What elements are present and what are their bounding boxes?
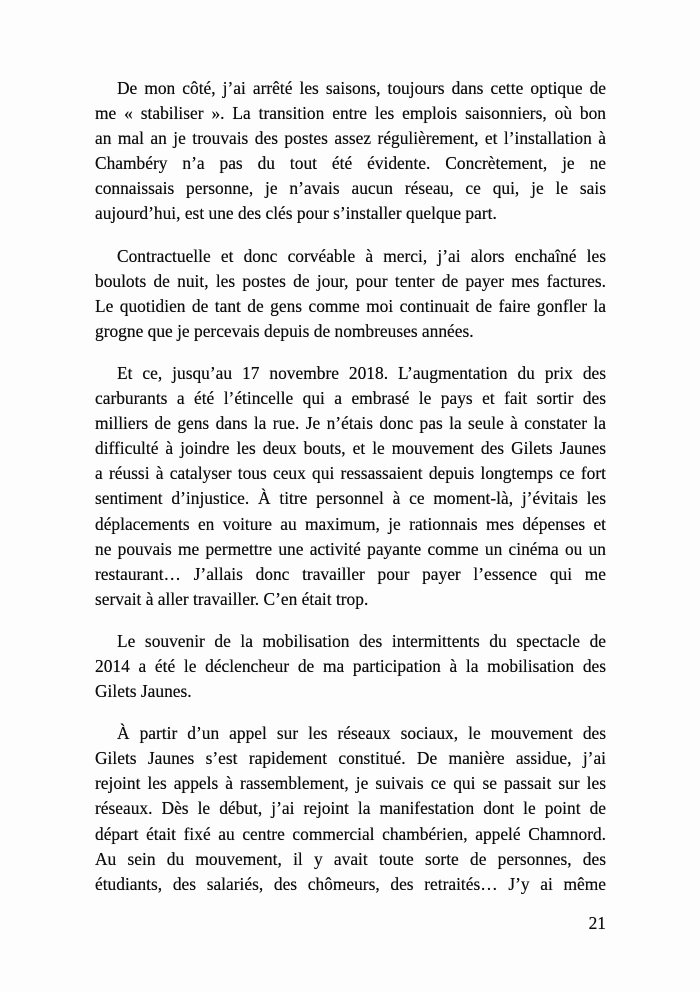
text-line: Gilets Jaunes. — [95, 681, 192, 702]
text-line: sentiment d’injustice. À titre personnel à ce moment-là, j’évitais les — [95, 488, 606, 509]
text-line: Contractuelle et donc corvéable à merci, j’ai alors enchaîné les — [117, 245, 606, 266]
paragraph — [95, 361, 606, 612]
text-line: Chambéry n’a pas du tout été évidente. Concrètement, je ne — [95, 153, 606, 174]
text-line: aujourd’hui, est une des clés pour s’installer quelque part. — [95, 203, 497, 224]
text-line: grogne que je percevais depuis de nombreuses années. — [95, 320, 474, 341]
text-line: De mon côté, j’ai arrêté les saisons, toujours dans cette optique de — [117, 78, 606, 98]
text-line: Et ce, jusqu’au 17 novembre 2018. L’augmentation du prix des — [117, 362, 606, 383]
text-line: rejoint les appels à rassemblement, je suivais ce qui se passait sur les — [95, 773, 606, 794]
text-line: difficulté à joindre les deux bouts, et le mouvement des Gilets Jaunes — [95, 438, 606, 459]
text-line: À partir d’un appel sur les réseaux sociaux, le mouvement des — [117, 723, 606, 744]
paragraph — [95, 629, 606, 704]
text-line: Au sein du mouvement, il y avait toute sorte de personnes, des — [95, 848, 606, 869]
text-line: restaurant… J’allais donc travailler pour payer l’essence qui me — [95, 563, 606, 584]
paragraph — [95, 76, 606, 227]
text-line: Gilets Jaunes s’est rapidement constitué. De manière assidue, j’ai — [95, 748, 606, 769]
page-number: 21 — [588, 913, 606, 933]
text-line: carburants a été l’étincelle qui a embrasé le pays et fait sortir des — [95, 388, 606, 409]
text-line: connaissais personne, je n’avais aucun réseau, ce qui, je le sais — [95, 178, 606, 199]
text-line: Le souvenir de la mobilisation des intermittents du spectacle de — [117, 630, 606, 651]
text-line: an mal an je trouvais des postes assez régulièrement, et l’installation à — [95, 128, 606, 149]
text-line: Le quotidien de tant de gens comme moi continuait de faire gonfler la — [95, 295, 606, 316]
text-line: ne pouvais me permettre une activité payante comme un cinéma ou un — [95, 538, 606, 559]
paragraph — [95, 721, 606, 897]
text-line: déplacements en voiture au maximum, je rationnais mes dépenses et — [95, 513, 606, 534]
text-line: servait à aller travailler. C’en était trop. — [95, 588, 369, 609]
text-line: boulots de nuit, les postes de jour, pour tenter de payer mes factures. — [95, 270, 606, 291]
text-line: a réussi à catalyser tous ceux qui ressassaient depuis longtemps ce fort — [95, 463, 606, 484]
text-line: milliers de gens dans la rue. Je n’étais donc pas la seule à constater la — [95, 413, 606, 434]
paragraph — [95, 244, 606, 344]
text-line: 2014 a été le déclencheur de ma participation à la mobilisation des — [95, 655, 606, 676]
text-line: me « stabiliser ». La transition entre les emplois saisonniers, où bon — [95, 103, 606, 124]
text-block — [95, 76, 606, 897]
text-line: réseaux. Dès le début, j’ai rejoint la manifestation dont le point de — [95, 798, 606, 819]
text-line: étudiants, des salariés, des chômeurs, des retraités… J’y ai même — [95, 873, 606, 894]
text-line: départ était fixé au centre commercial chambérien, appelé Chamnord. — [95, 823, 606, 844]
